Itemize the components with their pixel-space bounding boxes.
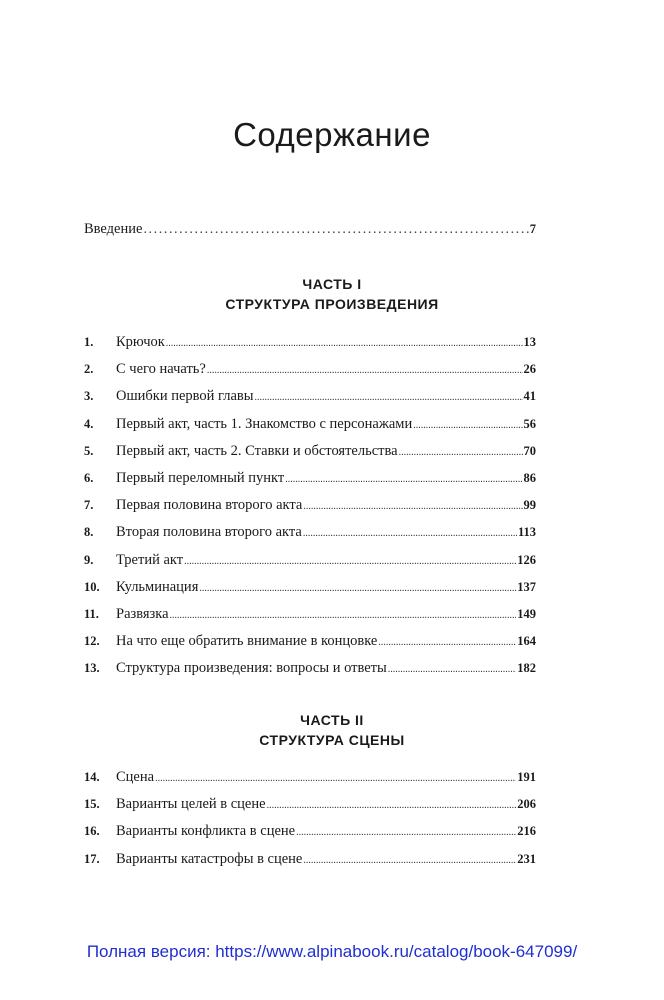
dot-leader — [399, 444, 523, 462]
toc-entry-page: 149 — [517, 607, 536, 621]
toc-entry-intro[interactable] — [84, 220, 536, 239]
toc-entry-page: 86 — [523, 471, 536, 485]
toc-entry-page: 216 — [517, 824, 536, 839]
toc-entry-page: 231 — [517, 851, 536, 866]
dot-leader — [296, 824, 516, 842]
toc-entry[interactable] — [84, 415, 536, 435]
dot-leader — [199, 580, 516, 598]
toc-entry-number: 7. — [84, 498, 94, 513]
toc-entry-label: Варианты целей в сцене — [116, 796, 266, 813]
toc-entry-number: 6. — [84, 471, 94, 485]
toc-entry[interactable] — [84, 442, 536, 462]
toc-entry-number: 3. — [84, 389, 94, 404]
full-version-link-text[interactable]: Полная версия: https://www.alpinabook.ru/catalog/book-647099/ — [86, 942, 578, 961]
toc-entry-number: 8. — [84, 525, 94, 540]
toc-entry-label: Кульминация — [116, 578, 199, 595]
toc-entry-page: 137 — [517, 579, 536, 594]
dot-leader — [378, 634, 516, 652]
part-2-heading: ЧАСТЬ II — [300, 712, 364, 728]
toc-entry-label: Варианты катастрофы в сцене — [116, 850, 303, 867]
toc-entry-label: Варианты конфликта в сцене — [116, 823, 296, 840]
toc-entry[interactable] — [84, 551, 536, 571]
toc-entry-page: 13 — [523, 335, 536, 349]
toc-entry[interactable] — [84, 469, 536, 489]
part-1-heading: ЧАСТЬ I — [302, 276, 362, 292]
dot-leader — [303, 852, 516, 870]
toc-entry-number: 14. — [84, 770, 100, 784]
toc-entry-number: 17. — [84, 851, 100, 866]
dot-leader — [170, 607, 517, 625]
toc-entry-label: Первая половина второго акта — [116, 497, 303, 514]
toc-entry-label: Первый акт, часть 2. Ставки и обстоятельства — [116, 442, 398, 459]
dot-leader — [267, 797, 517, 815]
dot-leader — [413, 417, 522, 435]
dot-leader — [285, 471, 522, 489]
dot-leader — [207, 362, 523, 380]
toc-entry-label: На что еще обратить внимание в концовке — [116, 633, 378, 650]
toc-entry-number: 4. — [84, 416, 94, 431]
toc-entry-label: Введение — [84, 221, 143, 237]
toc-entry[interactable] — [84, 632, 536, 652]
toc-entry-page: 191 — [517, 770, 536, 784]
toc-entry-page: 164 — [517, 634, 536, 649]
full-version-link[interactable] — [0, 942, 664, 962]
toc-entry-label: Сцена — [116, 769, 155, 785]
toc-entry-page: 113 — [517, 525, 536, 540]
toc-entry-label: Структура произведения: вопросы и ответы — [116, 660, 387, 677]
toc-entry-label: Первый акт, часть 1. Знакомство с персонажами — [116, 415, 413, 432]
toc-entry[interactable] — [84, 496, 536, 516]
dot-leader — [166, 335, 523, 353]
toc-entry-page: 7 — [529, 222, 536, 236]
page-title: Содержание — [233, 116, 431, 153]
toc-entry-number: 10. — [84, 579, 100, 594]
toc-entry-number: 15. — [84, 797, 100, 812]
toc-entry-number: 5. — [84, 443, 94, 458]
toc-entry-page: 206 — [517, 797, 536, 812]
dot-leader — [388, 661, 517, 679]
part-2-subheading: СТРУКТУРА СЦЕНЫ — [259, 732, 405, 748]
dot-leader — [143, 221, 528, 239]
toc-entry-page: 70 — [523, 443, 536, 458]
toc-entry-label: Ошибки первой главы — [116, 388, 254, 405]
toc-entry-number: 12. — [84, 634, 100, 649]
dot-leader — [255, 389, 523, 407]
toc-entry-page: 126 — [517, 552, 536, 567]
toc-entry-page: 182 — [517, 661, 536, 676]
dot-leader — [303, 525, 517, 543]
toc-entry[interactable] — [84, 360, 536, 380]
toc-entry-number: 16. — [84, 824, 100, 839]
toc-entry-label: Вторая половина второго акта — [116, 524, 302, 541]
toc-entry[interactable] — [84, 795, 536, 815]
toc-entry-number: 13. — [84, 661, 100, 676]
toc-entry-label: С чего начать? — [116, 361, 206, 378]
toc-entry-number: 11. — [84, 607, 99, 621]
toc-entry[interactable] — [84, 822, 536, 842]
toc-entry[interactable] — [84, 333, 536, 353]
toc-entry[interactable] — [84, 523, 536, 543]
toc-entry[interactable] — [84, 387, 536, 407]
toc-entry[interactable] — [84, 768, 536, 788]
toc-entry-page: 99 — [523, 498, 536, 513]
toc-entry-number: 1. — [84, 335, 94, 349]
part-1-subheading: СТРУКТУРА ПРОИЗВЕДЕНИЯ — [225, 296, 439, 312]
toc-entry-number: 9. — [84, 552, 94, 567]
toc-entry-label: Крючок — [116, 334, 165, 350]
toc-entry-page: 56 — [523, 416, 536, 431]
dot-leader — [184, 553, 516, 571]
toc-entry-label: Первый переломный пункт — [116, 470, 285, 486]
toc-entry-page: 26 — [523, 362, 536, 377]
toc-entry-page: 41 — [523, 389, 536, 404]
toc-entry[interactable] — [84, 850, 536, 870]
toc-entry[interactable] — [84, 578, 536, 598]
toc-entry[interactable] — [84, 659, 536, 679]
toc-entry[interactable] — [84, 605, 536, 625]
dot-leader — [155, 770, 516, 788]
toc-entry-label: Развязка — [116, 606, 169, 622]
toc-entry-label: Третий акт — [116, 551, 184, 568]
dot-leader — [303, 498, 522, 516]
toc-entry-number: 2. — [84, 362, 94, 377]
